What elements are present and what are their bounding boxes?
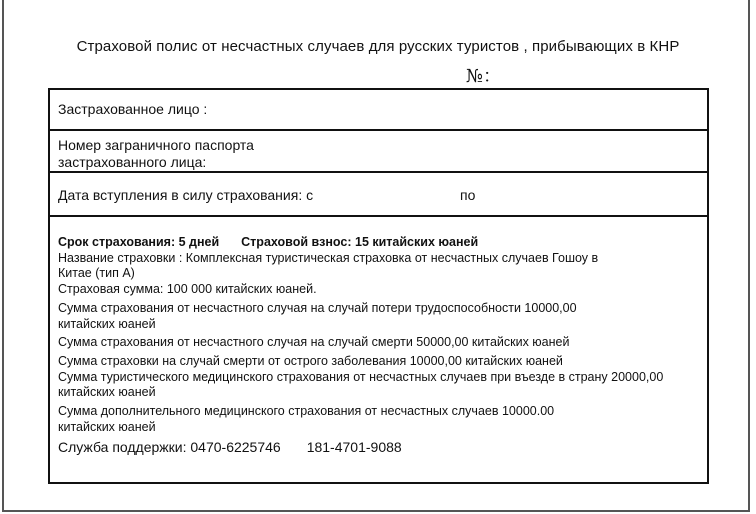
policy-form — [48, 88, 709, 484]
detail-line: Сумма страхования от несчастного случая на случай смерти 50000,00 китайских юаней — [58, 334, 570, 349]
support-label: Служба поддержки: 0470-6225746 — [58, 439, 281, 456]
detail-line: Сумма дополнительного медицинского страхования от несчастных случаев 10000.00 — [58, 403, 555, 418]
detail-line: Название страховки : Комплексная туристическая страховка от несчастных случаев Гошоу в — [58, 250, 599, 265]
support-line — [58, 440, 698, 456]
detail-line: Китае (тип А) — [58, 266, 135, 281]
passport-label — [58, 137, 254, 171]
effective-date-label: Дата вступления в силу страхования: с — [58, 187, 314, 203]
passport-row — [50, 131, 707, 173]
passport-label-line2: застрахованного лица: — [58, 154, 207, 170]
premium-text: Страховой взнос: 15 китайских юаней — [241, 235, 479, 249]
policy-number-label: №： — [466, 66, 502, 87]
detail-line: Сумма страхования от несчастного случая на случай потери трудоспособности 10000,00 — [58, 301, 577, 316]
effective-date-row — [50, 173, 707, 217]
detail-line: Страховая сумма: 100 000 китайских юаней. — [58, 281, 317, 296]
support-phone-2: 181-4701-9088 — [306, 439, 402, 456]
effective-date-to-label: по — [460, 187, 476, 203]
term-premium-line — [58, 235, 698, 251]
detail-line: китайских юаней — [58, 316, 156, 331]
term-text: Срок страхования: 5 дней — [58, 235, 220, 249]
detail-line: китайских юаней — [58, 385, 156, 400]
policy-details — [58, 235, 698, 456]
insured-person-row — [50, 90, 707, 131]
passport-label-line1: Номер заграничного паспорта — [58, 137, 254, 153]
policy-title: Страховой полис от несчастных случаев для русских туристов , прибывающих в КНР — [76, 38, 680, 55]
detail-line: китайских юаней — [58, 419, 156, 434]
insured-person-label: Застрахованное лицо : — [58, 101, 208, 117]
detail-line: Сумма страховки на случай смерти от острого заболевания 10000,00 китайских юаней — [58, 354, 563, 369]
detail-line: Сумма туристического медицинского страхования от несчастных случаев при въезде в страну 20000,00 — [58, 369, 664, 384]
